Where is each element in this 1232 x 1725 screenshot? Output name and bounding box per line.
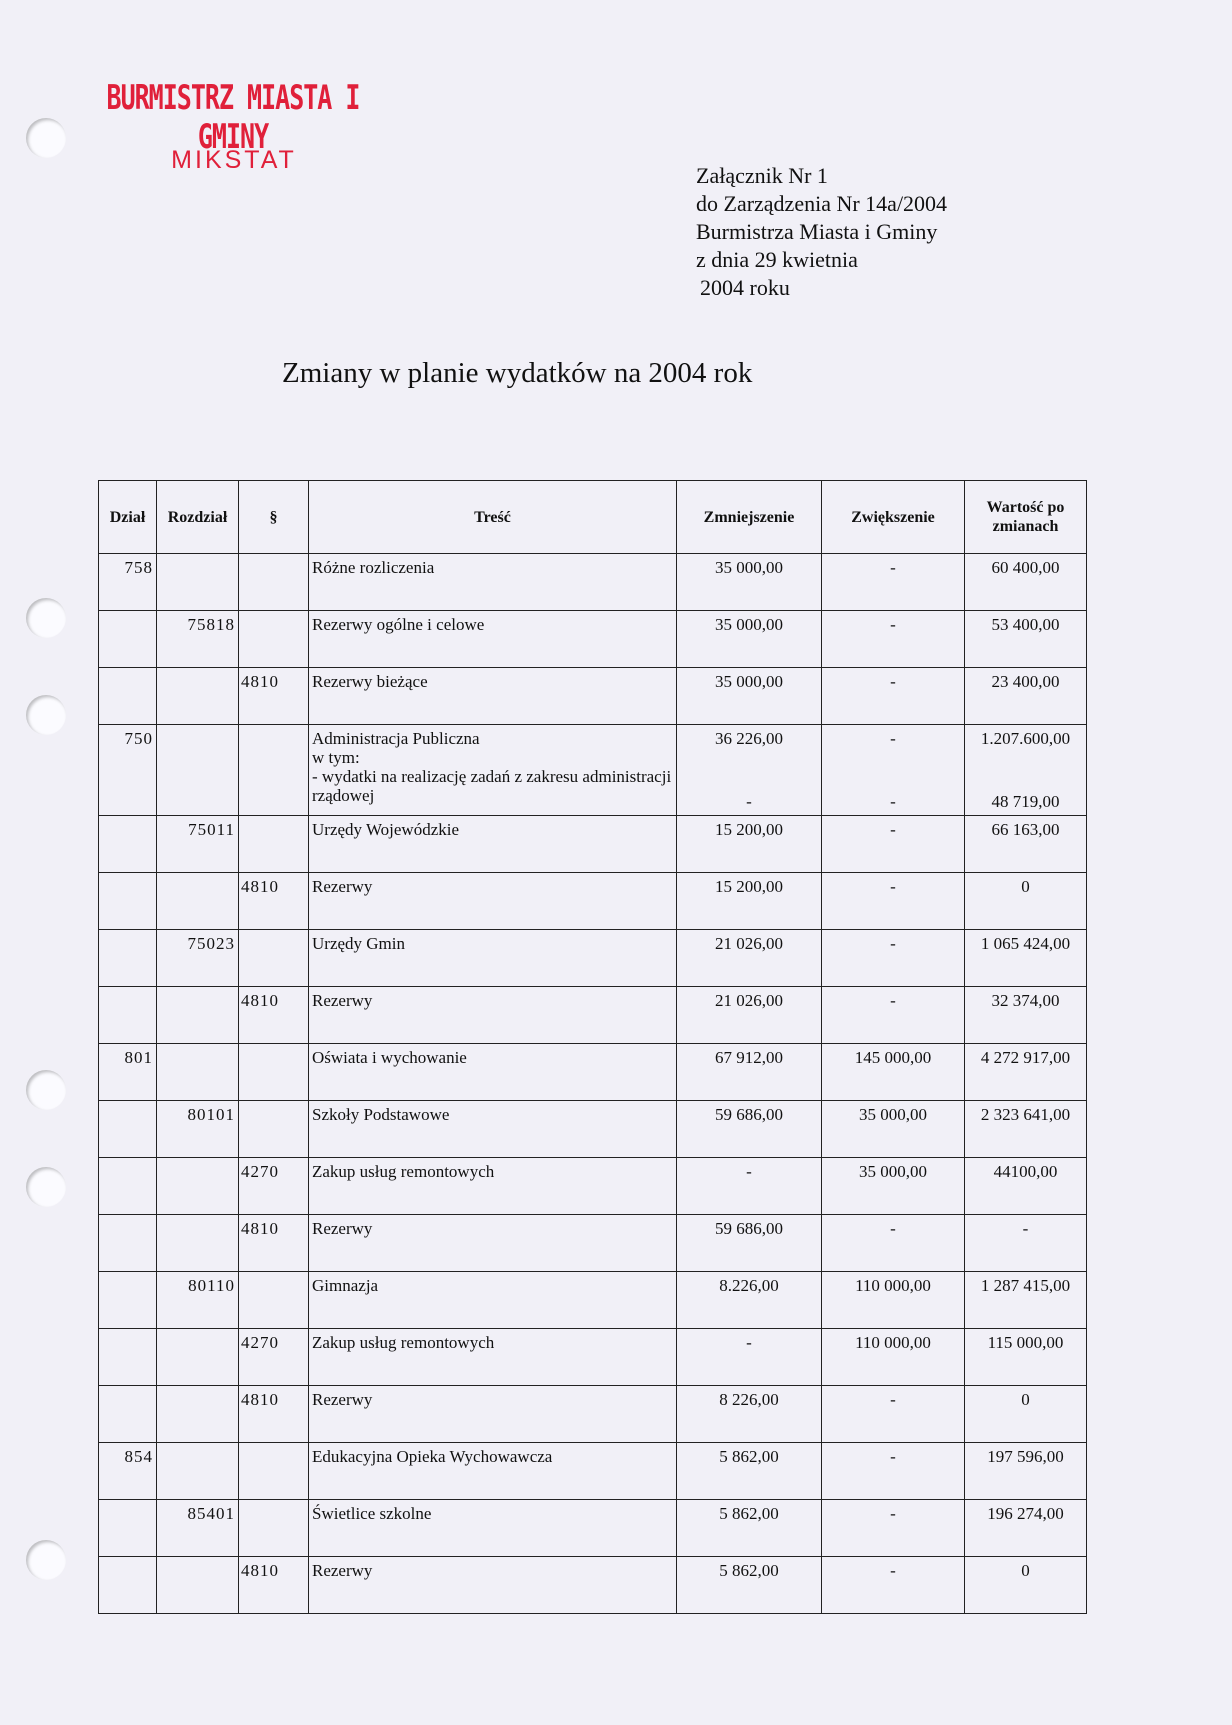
header-zmniejszenie: Zmniejszenie [677, 481, 822, 554]
cell-zwiekszenie: - [822, 1386, 965, 1443]
table-row [99, 930, 1087, 987]
table-row [99, 725, 1087, 816]
cell-zmniejszenie: 8 226,00 [677, 1386, 822, 1443]
table-row [99, 554, 1087, 611]
cell-paragraf: 4810 [239, 1557, 309, 1614]
punch-hole [26, 1167, 66, 1207]
cell-zwiekszenie: - [822, 611, 965, 668]
cell-zmniejszenie: 21 026,00 [677, 987, 822, 1044]
cell-tresc: Rezerwy [309, 987, 677, 1044]
cell-zmniejszenie: 35 000,00 [677, 611, 822, 668]
cell-zwiekszenie: - [822, 1443, 965, 1500]
table-row [99, 987, 1087, 1044]
cell-paragraf [239, 1101, 309, 1158]
cell-rozdzial: 85401 [157, 1500, 239, 1557]
cell-wartosc: 23 400,00 [965, 668, 1087, 725]
cell-zmniejszenie: 15 200,00 [677, 816, 822, 873]
cell-paragraf [239, 1044, 309, 1101]
cell-zmniejszenie: 5 862,00 [677, 1500, 822, 1557]
cell-rozdzial [157, 987, 239, 1044]
cell-wartosc: 1 287 415,00 [965, 1272, 1087, 1329]
cell-zwiekszenie: - [822, 1215, 965, 1272]
cell-rozdzial [157, 1044, 239, 1101]
cell-wartosc: 196 274,00 [965, 1500, 1087, 1557]
stamp-line-1: BURMISTRZ MIASTA I GMINY [106, 78, 360, 157]
header-dzial: Dział [99, 481, 157, 554]
cell-tresc: Gimnazja [309, 1272, 677, 1329]
table-row [99, 1158, 1087, 1215]
punch-hole [26, 118, 66, 158]
cell-zmniejszenie: 35 000,00 [677, 668, 822, 725]
table-row [99, 611, 1087, 668]
cell-wartosc: 53 400,00 [965, 611, 1087, 668]
cell-zwiekszenie: - [822, 554, 965, 611]
cell-tresc: Rezerwy ogólne i celowe [309, 611, 677, 668]
cell-paragraf: 4270 [239, 1329, 309, 1386]
cell-rozdzial: 75023 [157, 930, 239, 987]
header-tresc: Treść [309, 481, 677, 554]
annex-header [696, 162, 947, 302]
cell-paragraf: 4810 [239, 987, 309, 1044]
header-wartosc: Wartość po zmianach [965, 481, 1087, 554]
punch-hole [26, 598, 66, 638]
cell-tresc: Rezerwy [309, 1386, 677, 1443]
cell-dzial [99, 1500, 157, 1557]
cell-tresc: Urzędy Gmin [309, 930, 677, 987]
cell-zwiekszenie: 110 000,00 [822, 1272, 965, 1329]
cell-dzial [99, 1158, 157, 1215]
cell-rozdzial [157, 1557, 239, 1614]
cell-wartosc: 2 323 641,00 [965, 1101, 1087, 1158]
cell-dzial [99, 930, 157, 987]
cell-tresc: Świetlice szkolne [309, 1500, 677, 1557]
cell-dzial [99, 873, 157, 930]
cell-paragraf: 4810 [239, 1386, 309, 1443]
cell-dzial [99, 668, 157, 725]
cell-zwiekszenie: 35 000,00 [822, 1158, 965, 1215]
cell-zmniejszenie: 59 686,00 [677, 1215, 822, 1272]
cell-rozdzial: 75011 [157, 816, 239, 873]
cell-zmniejszenie [677, 725, 822, 816]
cell-dzial [99, 1272, 157, 1329]
cell-tresc: Rezerwy [309, 873, 677, 930]
cell-dzial [99, 1329, 157, 1386]
cell-rozdzial [157, 1443, 239, 1500]
cell-rozdzial [157, 1329, 239, 1386]
cell-paragraf [239, 816, 309, 873]
cell-wartosc: 115 000,00 [965, 1329, 1087, 1386]
annex-line: do Zarządzenia Nr 14a/2004 [696, 191, 948, 216]
table-row [99, 1443, 1087, 1500]
cell-paragraf [239, 725, 309, 816]
cell-zmniejszenie-value: 36 226,00 [715, 729, 783, 748]
cell-wartosc: - [965, 1215, 1087, 1272]
cell-zwiekszenie: - [822, 873, 965, 930]
cell-dzial [99, 1101, 157, 1158]
cell-rozdzial [157, 873, 239, 930]
cell-paragraf: 4810 [239, 668, 309, 725]
cell-rozdzial [157, 554, 239, 611]
cell-dzial: 801 [99, 1044, 157, 1101]
cell-tresc: Edukacyjna Opieka Wychowawcza [309, 1443, 677, 1500]
header-zwiekszenie: Zwiększenie [822, 481, 965, 554]
header-rozdzial: Rozdział [157, 481, 239, 554]
cell-tresc: Rezerwy [309, 1557, 677, 1614]
cell-tresc: Różne rozliczenia [309, 554, 677, 611]
cell-wartosc: 1 065 424,00 [965, 930, 1087, 987]
cell-zmniejszenie: 5 862,00 [677, 1557, 822, 1614]
cell-zwiekszenie: - [822, 1557, 965, 1614]
table-header-row [99, 481, 1087, 554]
cell-rozdzial [157, 1386, 239, 1443]
cell-zwiekszenie [822, 725, 965, 816]
cell-rozdzial: 75818 [157, 611, 239, 668]
cell-zwiekszenie: - [822, 668, 965, 725]
cell-zmniejszenie: 15 200,00 [677, 873, 822, 930]
cell-wartosc: 32 374,00 [965, 987, 1087, 1044]
punch-hole [26, 1070, 66, 1110]
cell-zwiekszenie-value: - [890, 729, 896, 748]
annex-line: 2004 roku [700, 275, 790, 300]
annex-line: Burmistrza Miasta i Gminy [696, 219, 938, 244]
cell-rozdzial: 80101 [157, 1101, 239, 1158]
table-row [99, 1329, 1087, 1386]
cell-wartosc: 0 [965, 873, 1087, 930]
table-row [99, 1215, 1087, 1272]
cell-rozdzial: 80110 [157, 1272, 239, 1329]
cell-wartosc: 60 400,00 [965, 554, 1087, 611]
table-row [99, 1101, 1087, 1158]
cell-paragraf [239, 1443, 309, 1500]
cell-wartosc: 66 163,00 [965, 816, 1087, 873]
cell-paragraf [239, 930, 309, 987]
cell-zmniejszenie: - [677, 1329, 822, 1386]
tresc-line: Administracja Publiczna [312, 729, 480, 748]
cell-wartosc-subvalue: 48 719,00 [991, 792, 1060, 811]
table-row [99, 1557, 1087, 1614]
cell-dzial [99, 816, 157, 873]
table-row [99, 668, 1087, 725]
header-paragraf: § [239, 481, 309, 554]
table-row [99, 1044, 1087, 1101]
cell-dzial: 854 [99, 1443, 157, 1500]
cell-zmniejszenie: 67 912,00 [677, 1044, 822, 1101]
cell-zwiekszenie-subvalue: - [890, 792, 896, 811]
cell-zmniejszenie: - [677, 1158, 822, 1215]
document-title: Zmiany w planie wydatków na 2004 rok [282, 357, 753, 389]
table-row [99, 816, 1087, 873]
cell-zmniejszenie: 5 862,00 [677, 1443, 822, 1500]
annex-line: z dnia 29 kwietnia [696, 247, 858, 272]
cell-zwiekszenie: - [822, 816, 965, 873]
annex-line: Załącznik Nr 1 [696, 163, 828, 188]
cell-zmniejszenie: 35 000,00 [677, 554, 822, 611]
cell-zwiekszenie: 35 000,00 [822, 1101, 965, 1158]
cell-zwiekszenie: 110 000,00 [822, 1329, 965, 1386]
table-row [99, 1386, 1087, 1443]
cell-dzial [99, 1386, 157, 1443]
cell-zmniejszenie-subvalue: - [746, 792, 752, 811]
cell-zwiekszenie: - [822, 1500, 965, 1557]
cell-tresc: Urzędy Wojewódzkie [309, 816, 677, 873]
cell-wartosc: 0 [965, 1557, 1087, 1614]
punch-hole [26, 695, 66, 735]
cell-tresc: Szkoły Podstawowe [309, 1101, 677, 1158]
cell-dzial [99, 1215, 157, 1272]
cell-dzial: 750 [99, 725, 157, 816]
cell-zwiekszenie: - [822, 930, 965, 987]
cell-tresc: Zakup usług remontowych [309, 1158, 677, 1215]
cell-paragraf: 4810 [239, 1215, 309, 1272]
cell-dzial [99, 1557, 157, 1614]
tresc-line: w tym: [312, 748, 360, 767]
cell-zmniejszenie: 59 686,00 [677, 1101, 822, 1158]
cell-wartosc: 4 272 917,00 [965, 1044, 1087, 1101]
cell-paragraf [239, 1500, 309, 1557]
cell-dzial [99, 987, 157, 1044]
office-stamp [88, 78, 378, 175]
cell-wartosc-value: 1.207.600,00 [980, 729, 1071, 748]
cell-tresc: Rezerwy bieżące [309, 668, 677, 725]
cell-tresc [309, 725, 677, 816]
punch-hole [26, 1540, 66, 1580]
cell-zmniejszenie: 8.226,00 [677, 1272, 822, 1329]
cell-wartosc [965, 725, 1087, 816]
cell-tresc: Zakup usług remontowych [309, 1329, 677, 1386]
cell-rozdzial [157, 1158, 239, 1215]
cell-zwiekszenie: 145 000,00 [822, 1044, 965, 1101]
cell-rozdzial [157, 668, 239, 725]
cell-dzial: 758 [99, 554, 157, 611]
cell-tresc: Oświata i wychowanie [309, 1044, 677, 1101]
cell-rozdzial [157, 1215, 239, 1272]
cell-zwiekszenie: - [822, 987, 965, 1044]
cell-wartosc: 44100,00 [965, 1158, 1087, 1215]
cell-wartosc: 197 596,00 [965, 1443, 1087, 1500]
cell-tresc: Rezerwy [309, 1215, 677, 1272]
stamp-line-2: MIKSTAT [171, 146, 297, 174]
table-row [99, 873, 1087, 930]
cell-rozdzial [157, 725, 239, 816]
table-row [99, 1500, 1087, 1557]
cell-wartosc: 0 [965, 1386, 1087, 1443]
cell-dzial [99, 611, 157, 668]
cell-zmniejszenie: 21 026,00 [677, 930, 822, 987]
cell-paragraf [239, 611, 309, 668]
cell-paragraf: 4810 [239, 873, 309, 930]
cell-paragraf [239, 554, 309, 611]
expenditure-table [98, 480, 1087, 1614]
table-row [99, 1272, 1087, 1329]
cell-paragraf: 4270 [239, 1158, 309, 1215]
cell-paragraf [239, 1272, 309, 1329]
tresc-line: - wydatki na realizację zadań z zakresu administracji rządowej [312, 767, 672, 805]
